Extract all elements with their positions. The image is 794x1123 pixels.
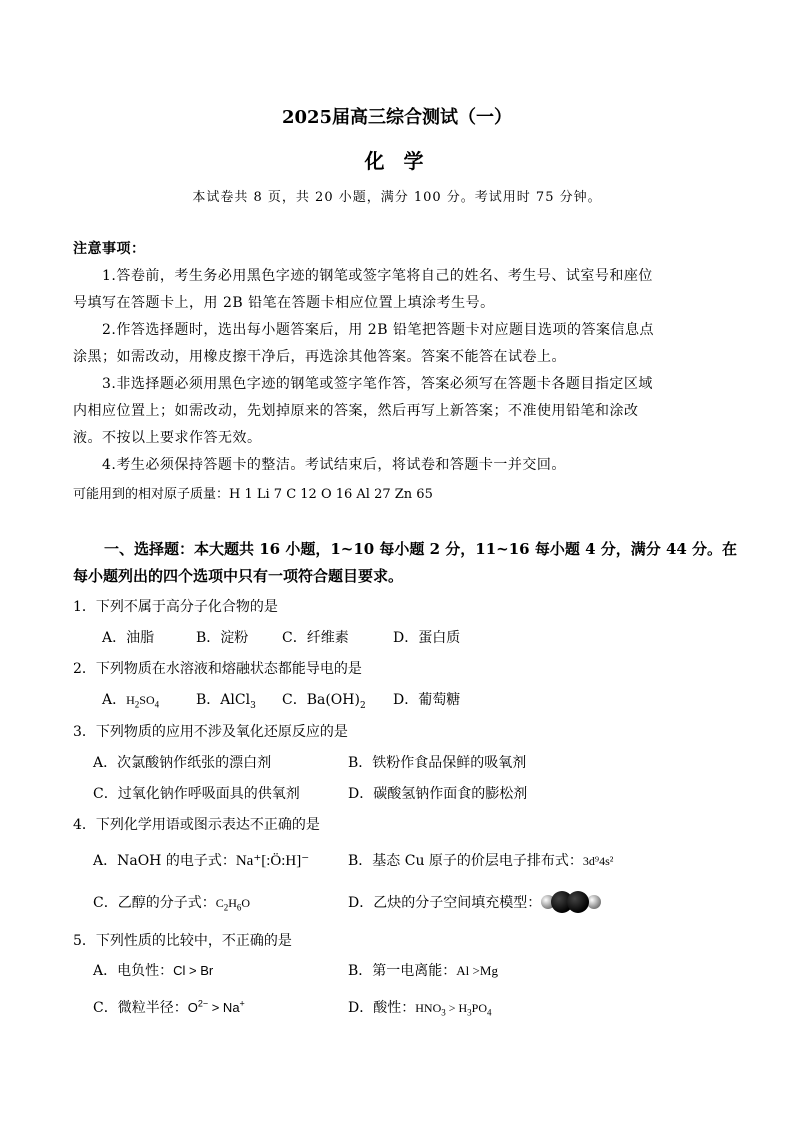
note-4: 4.考生必须保持答题卡的整洁。考试结束后，将试卷和答题卡一并交回。 — [102, 457, 566, 473]
q2-option-b: B．AlCl$_3$ — [196, 692, 256, 711]
note-2a: 2.作答选择题时，选出每小题答案后，用 2B 铅笔把答题卡对应题目选项的答案信息点 — [102, 322, 654, 338]
q2-option-d: D．葡萄糖 — [393, 692, 461, 708]
q5-option-b: B．第一电离能：Al >Mg — [348, 963, 498, 979]
naoh-electron-formula: Na⁺[:Ö:H]⁻ — [235, 853, 310, 869]
note-3b: 内相应位置上；如需改动，先划掉原来的答案，然后再写上新答案；不准使用铅笔和涂改 — [73, 403, 639, 419]
q3-option-a: A．次氯酸钠作纸张的漂白剂 — [93, 755, 272, 771]
exam-subtitle: 本试卷共 8 页，共 20 小题，满分 100 分。考试用时 75 分钟。 — [192, 190, 602, 205]
q3-option-c: C．过氧化钠作呼吸面具的供氧剂 — [93, 786, 300, 802]
note-1a: 1.答卷前，考生务必用黑色字迹的钢笔或签字笔将自己的姓名、考生号、试室号和座位 — [102, 268, 653, 284]
q5-option-d: D．酸性：$HNO_3 > H_3PO_4$ — [348, 1000, 492, 1018]
q4-option-c: C．乙醇的分子式：$C_2H_6O$ — [93, 895, 251, 913]
note-1b: 号填写在答题卡上，用 2B 铅笔在答题卡相应位置上填涂考生号。 — [73, 295, 495, 311]
subject-title: 化 学 — [364, 149, 430, 173]
q4-option-a: A．NaOH 的电子式：Na⁺[:Ö:H]⁻ — [93, 853, 310, 869]
section-heading-2: 每小题列出的四个选项中只有一项符合题目要求。 — [73, 567, 404, 585]
note-3a: 3.非选择题必须用黑色字迹的钢笔或签字笔作答，答案必须写在答题卡各题目指定区域 — [102, 376, 653, 392]
q4-option-b: B．基态 Cu 原子的价层电子排布式：3d⁹4s² — [348, 853, 614, 869]
q1-option-d: D．蛋白质 — [393, 630, 461, 646]
q4-stem: 4．下列化学用语或图示表达不正确的是 — [73, 817, 320, 833]
cu-electron-config: 3d⁹4s² — [582, 854, 614, 868]
atomic-masses: 可能用到的相对原子质量：H 1 Li 7 C 12 O 16 Al 27 Zn 65 — [73, 487, 433, 502]
q1-option-c: C．纤维素 — [282, 630, 349, 646]
q3-option-b: B．铁粉作食品保鲜的吸氧剂 — [348, 755, 527, 771]
q2-stem: 2．下列物质在水溶液和熔融状态都能导电的是 — [73, 661, 362, 677]
section-heading-1: 一、选择题：本大题共 16 小题，1~10 每小题 2 分，11~16 每小题 4 分，满分 44 分。在 — [104, 540, 738, 558]
q1-option-a: A．油脂 — [102, 630, 155, 646]
q4-option-d: D．乙炔的分子空间填充模型： — [348, 895, 542, 911]
q5-option-c: C．微粒半径：$O^{2-} > Na^+$ — [93, 998, 245, 1016]
note-3c: 液。不按以上要求作答无效。 — [73, 430, 262, 446]
q3-stem: 3．下列物质的应用不涉及氧化还原反应的是 — [73, 724, 348, 740]
exam-title: 2025届高三综合测试（一） — [281, 107, 513, 128]
q5-stem: 5．下列性质的比较中，不正确的是 — [73, 933, 292, 949]
q2-option-c: C．$Ba(OH)_2$ — [282, 692, 366, 711]
q5-option-a: A．电负性：Cl > Br — [93, 963, 214, 979]
note-2b: 涂黑；如需改动，用橡皮擦干净后，再选涂其他答案。答案不能答在试卷上。 — [73, 349, 566, 365]
notes-heading: 注意事项： — [73, 241, 146, 257]
q3-option-d: D．碳酸氢钠作面食的膨松剂 — [348, 786, 528, 802]
q1-option-b: B．淀粉 — [196, 630, 249, 646]
acetylene-space-filling-model-icon — [540, 890, 602, 914]
q1-stem: 1．下列不属于高分子化合物的是 — [73, 599, 278, 615]
q2-option-a: A．$H_2SO_4$ — [102, 692, 160, 710]
